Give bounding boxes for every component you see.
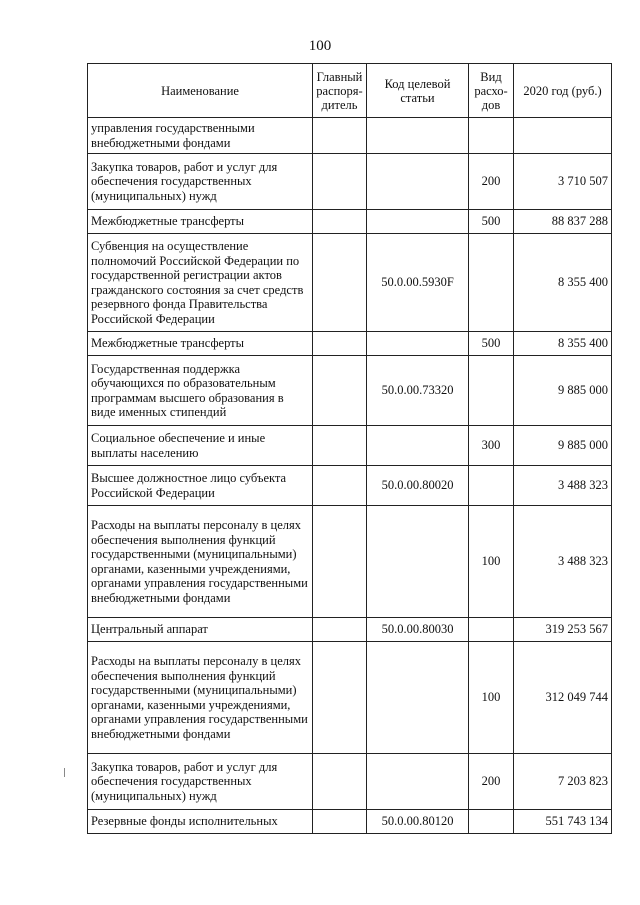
row-expense-type bbox=[469, 618, 514, 642]
budget-table bbox=[87, 63, 612, 834]
header-expense-type: Вид расхо-дов bbox=[469, 64, 514, 118]
table-row bbox=[88, 642, 612, 754]
row-sum: 319 253 567 bbox=[514, 618, 612, 642]
table-row bbox=[88, 618, 612, 642]
row-name: Закупка товаров, работ и услуг для обеспечения государственных (муниципальных) нужд bbox=[88, 754, 313, 810]
row-sum: 3 488 323 bbox=[514, 466, 612, 506]
row-name: Расходы на выплаты персоналу в целях обеспечения выполнения функций государственными (муниципальными) органами, казенными учреждениями, органами управления государственными внебюджетными фондами bbox=[88, 642, 313, 754]
row-manager bbox=[313, 618, 367, 642]
row-expense-type bbox=[469, 466, 514, 506]
table-row bbox=[88, 234, 612, 332]
row-manager bbox=[313, 426, 367, 466]
row-manager bbox=[313, 642, 367, 754]
row-code bbox=[367, 506, 469, 618]
row-name: Резервные фонды исполнительных bbox=[88, 810, 313, 834]
row-code bbox=[367, 754, 469, 810]
row-name: управления государственными внебюджетными фондами bbox=[88, 118, 313, 154]
row-sum: 8 355 400 bbox=[514, 332, 612, 356]
row-code bbox=[367, 118, 469, 154]
row-sum: 312 049 744 bbox=[514, 642, 612, 754]
row-name: Расходы на выплаты персоналу в целях обеспечения выполнения функций государственными (муниципальными) органами, казенными учреждениями, органами управления государственными внебюджетными фондами bbox=[88, 506, 313, 618]
row-code: 50.0.00.80120 bbox=[367, 810, 469, 834]
row-sum: 7 203 823 bbox=[514, 754, 612, 810]
row-code: 50.0.00.73320 bbox=[367, 356, 469, 426]
row-expense-type: 100 bbox=[469, 506, 514, 618]
row-sum bbox=[514, 118, 612, 154]
header-year-amount: 2020 год (руб.) bbox=[514, 64, 612, 118]
row-sum: 9 885 000 bbox=[514, 426, 612, 466]
row-manager bbox=[313, 118, 367, 154]
row-sum: 9 885 000 bbox=[514, 356, 612, 426]
row-manager bbox=[313, 356, 367, 426]
row-expense-type bbox=[469, 356, 514, 426]
row-manager bbox=[313, 154, 367, 210]
header-target-code: Код целевой статьи bbox=[367, 64, 469, 118]
row-expense-type bbox=[469, 234, 514, 332]
row-name: Центральный аппарат bbox=[88, 618, 313, 642]
row-manager bbox=[313, 506, 367, 618]
row-code bbox=[367, 332, 469, 356]
row-expense-type: 500 bbox=[469, 210, 514, 234]
row-manager bbox=[313, 754, 367, 810]
row-expense-type: 100 bbox=[469, 642, 514, 754]
row-code bbox=[367, 426, 469, 466]
row-sum: 8 355 400 bbox=[514, 234, 612, 332]
row-manager bbox=[313, 810, 367, 834]
table-row bbox=[88, 426, 612, 466]
table-row bbox=[88, 754, 612, 810]
table-row bbox=[88, 356, 612, 426]
row-code bbox=[367, 210, 469, 234]
row-sum: 88 837 288 bbox=[514, 210, 612, 234]
row-name: Социальное обеспечение и иные выплаты населению bbox=[88, 426, 313, 466]
row-name: Государственная поддержка обучающихся по образовательным программам высшего образования в виде именных стипендий bbox=[88, 356, 313, 426]
row-manager bbox=[313, 466, 367, 506]
table-row bbox=[88, 466, 612, 506]
row-manager bbox=[313, 234, 367, 332]
row-code: 50.0.00.5930F bbox=[367, 234, 469, 332]
row-name: Субвенция на осуществление полномочий Российской Федерации по государственной регистрации актов гражданского состояния за счет средств резервного фонда Правительства Российской Федерации bbox=[88, 234, 313, 332]
table-row bbox=[88, 332, 612, 356]
row-name: Высшее должностное лицо субъекта Российской Федерации bbox=[88, 466, 313, 506]
row-code: 50.0.00.80030 bbox=[367, 618, 469, 642]
row-manager bbox=[313, 210, 367, 234]
table-header-row bbox=[88, 64, 612, 118]
row-code: 50.0.00.80020 bbox=[367, 466, 469, 506]
table-row bbox=[88, 210, 612, 234]
table-row bbox=[88, 810, 612, 834]
row-expense-type bbox=[469, 118, 514, 154]
row-name: Межбюджетные трансферты bbox=[88, 332, 313, 356]
row-expense-type bbox=[469, 810, 514, 834]
row-manager bbox=[313, 332, 367, 356]
row-sum: 3 488 323 bbox=[514, 506, 612, 618]
row-name: Межбюджетные трансферты bbox=[88, 210, 313, 234]
row-expense-type: 300 bbox=[469, 426, 514, 466]
row-code bbox=[367, 642, 469, 754]
row-expense-type: 200 bbox=[469, 754, 514, 810]
row-expense-type: 500 bbox=[469, 332, 514, 356]
header-name: Наименование bbox=[88, 64, 313, 118]
row-sum: 3 710 507 bbox=[514, 154, 612, 210]
page-number: 100 bbox=[308, 38, 332, 54]
table-row bbox=[88, 118, 612, 154]
row-sum: 551 743 134 bbox=[514, 810, 612, 834]
header-manager: Главный распоря-дитель bbox=[313, 64, 367, 118]
scan-mark bbox=[64, 768, 65, 777]
table-row bbox=[88, 154, 612, 210]
row-expense-type: 200 bbox=[469, 154, 514, 210]
row-name: Закупка товаров, работ и услуг для обеспечения государственных (муниципальных) нужд bbox=[88, 154, 313, 210]
table-row bbox=[88, 506, 612, 618]
row-code bbox=[367, 154, 469, 210]
